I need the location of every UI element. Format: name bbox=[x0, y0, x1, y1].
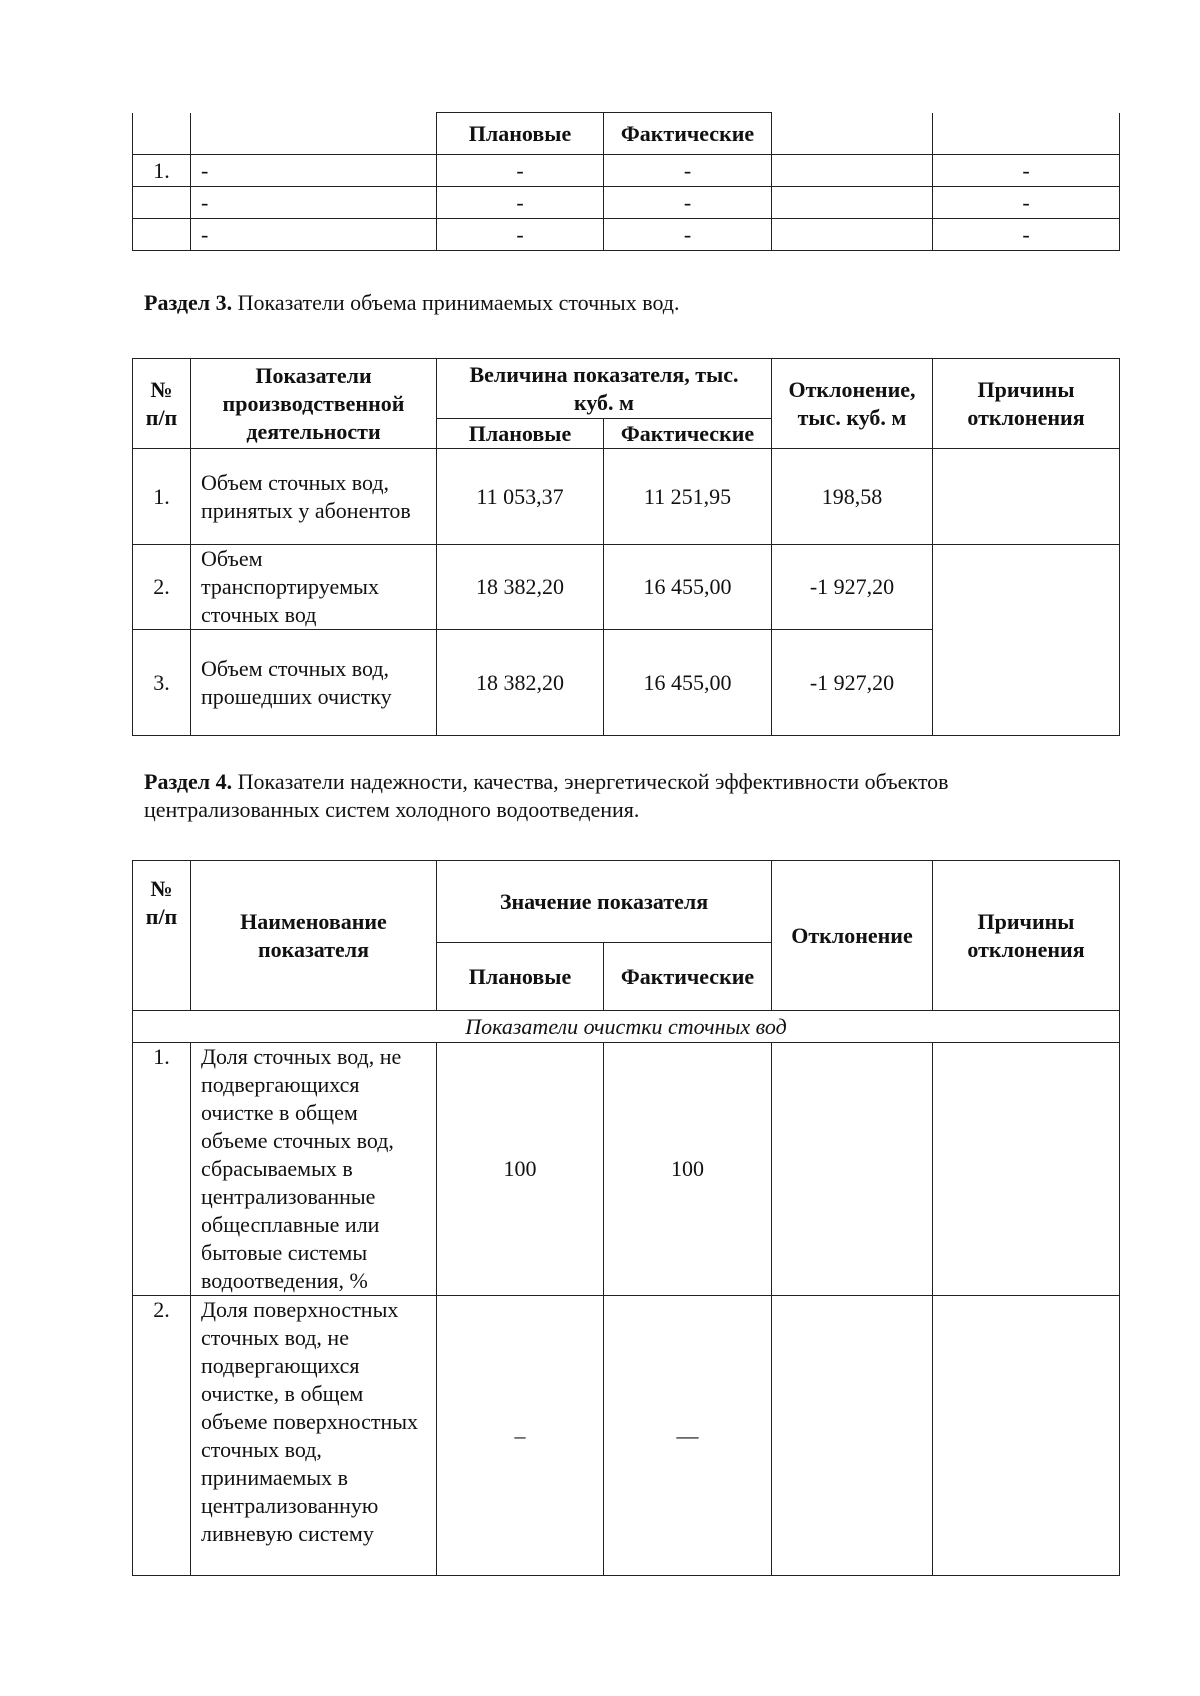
row-name: - bbox=[191, 155, 437, 187]
row-planned: - bbox=[437, 219, 604, 251]
col-actual: Фактические bbox=[604, 943, 772, 1011]
row-planned: 11 053,37 bbox=[437, 449, 604, 545]
col-planned: Плановые bbox=[437, 943, 604, 1011]
table-row bbox=[133, 449, 1120, 545]
row-dev bbox=[772, 187, 933, 219]
row-reason bbox=[933, 1043, 1120, 1296]
row-reason bbox=[933, 545, 1120, 736]
row-dev bbox=[772, 219, 933, 251]
row-planned: 18 382,20 bbox=[437, 630, 604, 736]
col-value: Значение показателя bbox=[437, 861, 772, 943]
row-planned: – bbox=[437, 1296, 604, 1576]
row-num: 3. bbox=[133, 630, 191, 736]
row-name: - bbox=[191, 187, 437, 219]
row-num bbox=[133, 219, 191, 251]
row-num: 1. bbox=[133, 449, 191, 545]
table-group-row bbox=[133, 1011, 1120, 1043]
row-dev bbox=[772, 1043, 933, 1296]
row-dev: -1 927,20 bbox=[772, 545, 933, 630]
row-name: Объем сточных вод, прошедших очистку bbox=[191, 630, 437, 736]
section-3-label: Раздел 3. bbox=[144, 290, 233, 315]
row-actual: 16 455,00 bbox=[604, 545, 772, 630]
table-row bbox=[133, 1043, 1120, 1296]
table-row bbox=[133, 155, 1120, 187]
row-actual: 11 251,95 bbox=[604, 449, 772, 545]
group-title: Показатели очистки сточных вод bbox=[133, 1011, 1120, 1043]
row-num: 1. bbox=[133, 1043, 191, 1296]
row-dev bbox=[772, 155, 933, 187]
row-reason bbox=[933, 1296, 1120, 1576]
section-4-text: Показатели надежности, качества, энергетической эффективности объектов централизованных систем холодного водоотведения. bbox=[144, 769, 949, 822]
row-actual: — bbox=[604, 1296, 772, 1576]
row-actual: 16 455,00 bbox=[604, 630, 772, 736]
table-wastewater-volume bbox=[132, 358, 1120, 736]
row-planned: - bbox=[437, 187, 604, 219]
table-continuation bbox=[132, 112, 1120, 251]
row-actual: - bbox=[604, 219, 772, 251]
col-indicator: Показатели производственной деятельности bbox=[191, 359, 437, 449]
table-row bbox=[133, 187, 1120, 219]
row-dev: 198,58 bbox=[772, 449, 933, 545]
col-reasons: Причины отклонения bbox=[933, 359, 1120, 449]
row-dev bbox=[772, 1296, 933, 1576]
table-header-row bbox=[133, 359, 1120, 419]
col-actual: Фактические bbox=[604, 419, 772, 449]
row-num: 1. bbox=[133, 155, 191, 187]
col-name: Наименование показателя bbox=[191, 861, 437, 1011]
row-name: Доля сточных вод, не подвергающихся очистке в общем объеме сточных вод, сбрасываемых в централизованные общесплавные или бытовые системы водоотведения, % bbox=[191, 1043, 437, 1296]
section-3-caption bbox=[144, 289, 680, 317]
table-row bbox=[133, 545, 1120, 630]
col-value: Величина показателя, тыс. куб. м bbox=[437, 359, 772, 419]
table-header-row bbox=[133, 113, 1120, 155]
section-4-caption bbox=[144, 768, 1104, 824]
row-actual: 100 bbox=[604, 1043, 772, 1296]
col-num: № п/п bbox=[133, 359, 191, 449]
row-actual: - bbox=[604, 155, 772, 187]
row-planned: 100 bbox=[437, 1043, 604, 1296]
row-name: Доля поверхностных сточных вод, не подвергающихся очистке, в общем объеме поверхностных сточных вод, принимаемых в централизованную ливневую систему bbox=[191, 1296, 437, 1576]
table-header-row bbox=[133, 861, 1120, 943]
section-3-text: Показатели объема принимаемых сточных вод. bbox=[232, 290, 680, 315]
row-name: - bbox=[191, 219, 437, 251]
row-reason bbox=[933, 449, 1120, 545]
row-name: Объем транспортируемых сточных вод bbox=[191, 545, 437, 630]
table-reliability-indicators bbox=[132, 860, 1120, 1576]
row-planned: - bbox=[437, 155, 604, 187]
table-row bbox=[133, 1296, 1120, 1576]
row-reason: - bbox=[933, 155, 1120, 187]
section-4-label: Раздел 4. bbox=[144, 769, 233, 794]
row-planned: 18 382,20 bbox=[437, 545, 604, 630]
row-reason: - bbox=[933, 187, 1120, 219]
col-planned: Плановые bbox=[437, 113, 604, 155]
row-name: Объем сточных вод, принятых у абонентов bbox=[191, 449, 437, 545]
col-planned: Плановые bbox=[437, 419, 604, 449]
row-num: 2. bbox=[133, 1296, 191, 1576]
col-num: № п/п bbox=[133, 861, 191, 1011]
row-reason: - bbox=[933, 219, 1120, 251]
col-deviation: Отклонение, тыс. куб. м bbox=[772, 359, 933, 449]
table-row bbox=[133, 219, 1120, 251]
row-dev: -1 927,20 bbox=[772, 630, 933, 736]
col-reasons: Причины отклонения bbox=[933, 861, 1120, 1011]
col-actual: Фактические bbox=[604, 113, 772, 155]
row-num bbox=[133, 187, 191, 219]
col-deviation: Отклонение bbox=[772, 861, 933, 1011]
row-actual: - bbox=[604, 187, 772, 219]
row-num: 2. bbox=[133, 545, 191, 630]
